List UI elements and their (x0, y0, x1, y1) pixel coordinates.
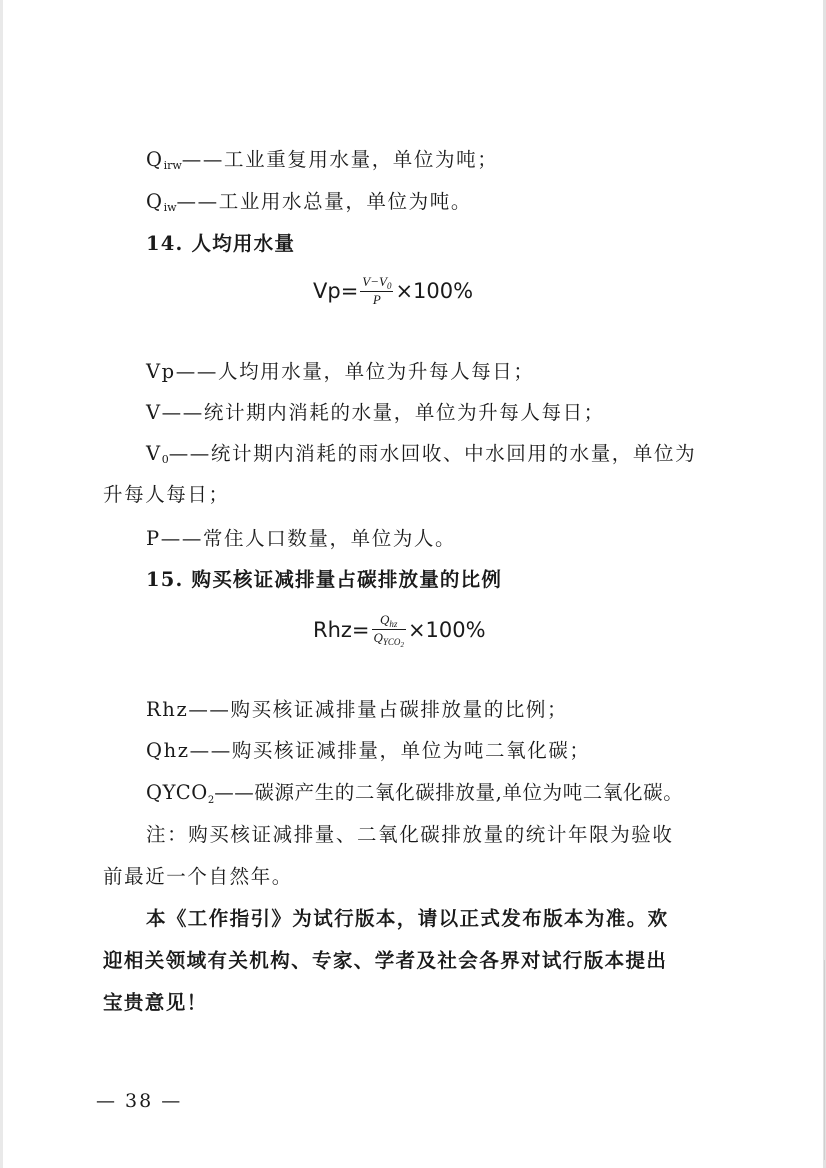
definition-qhz: Qhz——购买核证减排量，单位为吨二氧化碳； (146, 739, 591, 762)
section-heading-14: 14. 人均用水量 (146, 232, 296, 255)
definition-rhz: Rhz——购买核证减排量占碳排放量的比例； (146, 698, 569, 721)
formula-denominator: $Q_{YCO2}$ (373, 630, 404, 649)
formula-denominator: P (372, 292, 381, 307)
definition-v: V——统计期内消耗的水量，单位为升每人每日； (146, 401, 605, 424)
definition-text: ——统计期内消耗的雨水回收、中水回用的水量，单位为 (168, 442, 697, 465)
subscript: irw (163, 159, 182, 172)
definition-text: ——工业用水总量，单位为吨。 (176, 190, 472, 213)
subscript: 2 (207, 795, 215, 806)
definition-text: ——工业重复用水量，单位为吨； (181, 148, 499, 171)
definition-qirw (146, 147, 498, 176)
subscript: iw (163, 201, 177, 214)
definition-v0 (146, 441, 696, 470)
formula-fraction (360, 274, 393, 307)
section-heading-15: 15. 购买核证减排量占碳排放量的比例 (146, 568, 503, 591)
formula-rhz (313, 612, 486, 648)
definition-vp: Vp——人均用水量，单位为升每人每日； (146, 360, 535, 383)
note-line-2: 前最近一个自然年。 (103, 865, 293, 888)
formula-multiplier: ×100% (407, 618, 486, 642)
note-line-1: 注：购买核证减排量、二氧化碳排放量的统计年限为验收 (146, 823, 674, 846)
formula-multiplier: ×100% (395, 278, 474, 303)
scan-edge-line (824, 960, 825, 1160)
formula-numerator: $Q_{hz}$ (380, 612, 398, 629)
definition-text: ——碳源产生的二氧化碳排放量,单位为吨二氧化碳。 (214, 781, 684, 804)
page-number: — 38 — (96, 1090, 183, 1112)
closing-line-3: 宝贵意见！ (103, 991, 208, 1014)
symbol: QYCO (146, 781, 208, 804)
definition-qiw (146, 189, 472, 218)
formula-lhs: Rhz= (313, 618, 370, 642)
closing-line-2: 迎相关领域有关机构、专家、学者及社会各界对试行版本提出 (103, 949, 668, 972)
formula-fraction (372, 612, 406, 648)
subscript: 0 (161, 453, 169, 466)
symbol: V (146, 442, 162, 465)
symbol: Q (146, 190, 164, 213)
formula-numerator: $V-V_0$ (362, 274, 392, 291)
definition-v0-continued: 升每人每日； (103, 483, 230, 506)
formula-vp (313, 274, 473, 307)
definition-p: P——常住人口数量，单位为人。 (146, 527, 457, 550)
scan-edge-left (0, 0, 3, 1168)
symbol: Q (146, 148, 164, 171)
definition-qyco2 (146, 780, 683, 810)
formula-lhs: Vp= (313, 278, 359, 303)
closing-line-1: 本《工作指引》为试行版本，请以正式发布版本为准。欢 (146, 907, 669, 930)
